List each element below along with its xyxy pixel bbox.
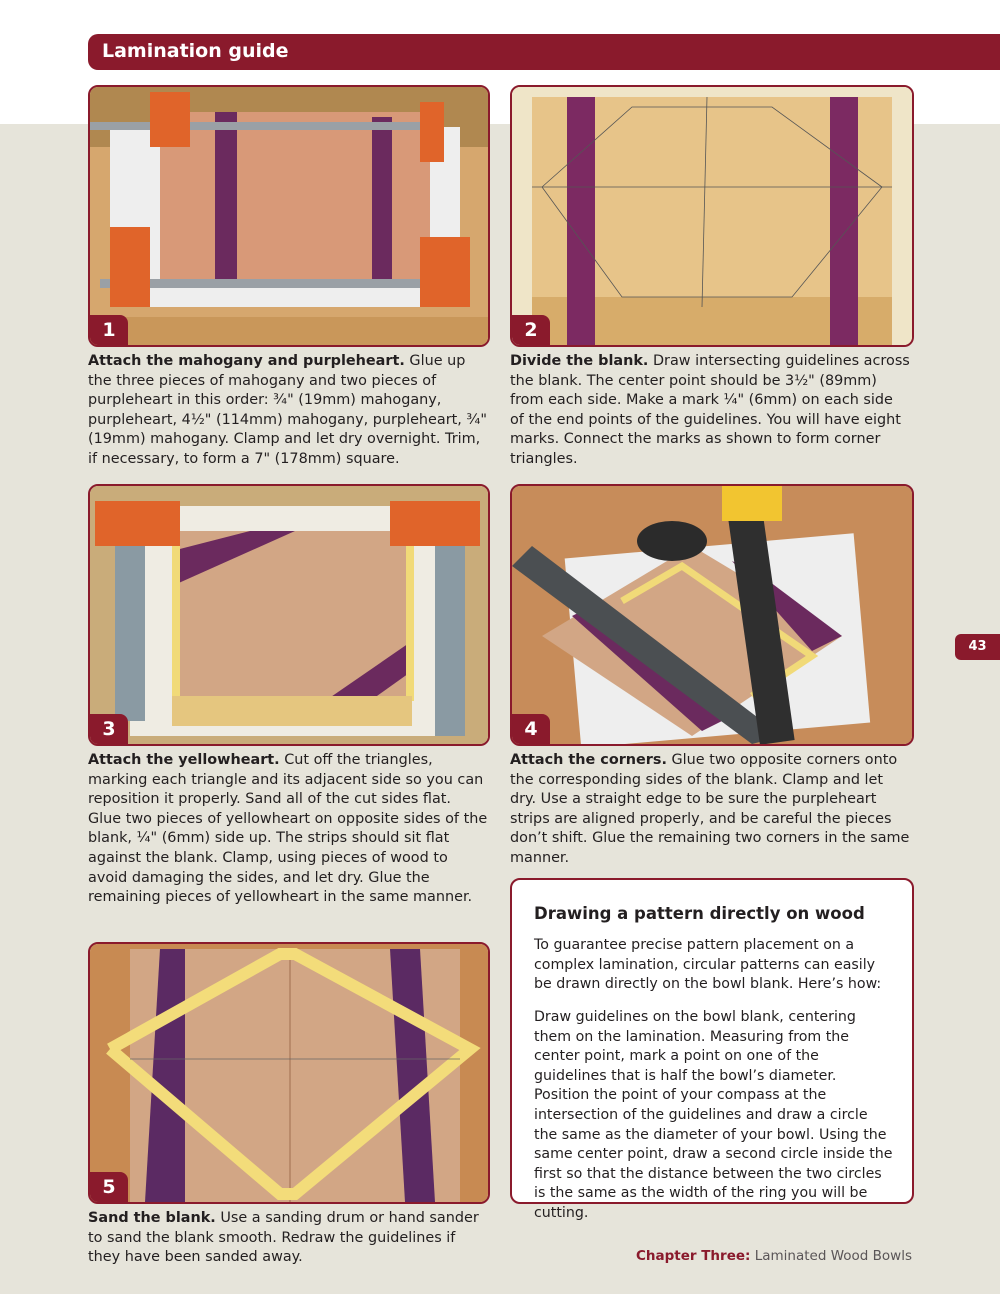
step-5-caption (88, 1209, 488, 1268)
step-2-text: Draw intersecting guidelines across the blank. The center point should be 3½" (89mm) from each side. Make a mark ¼" (6mm) on each side of the end points of the guidelines. You will have eight marks. Connect the marks as shown to form corner triangles. (510, 353, 910, 467)
step-4-title: Attach the corners. (510, 752, 667, 768)
section-header-bar (88, 34, 1000, 70)
sidebar-intro: To guarantee precise pattern placement on a complex lamination, circular patterns can easily be drawn directly on the bowl blank. Here’s how: (534, 937, 882, 993)
step-3-photo (88, 484, 490, 746)
step-5-text: Use a sanding drum or hand sander to sand the blank smooth. Redraw the guidelines if they have been sanded away. (88, 1210, 479, 1266)
step-2-title: Divide the blank. (510, 353, 649, 369)
step-4-photo (510, 484, 914, 746)
step-5-title: Sand the blank. (88, 1210, 216, 1226)
step-5-number: 5 (90, 1172, 128, 1202)
step-3-caption (88, 751, 488, 908)
step-1-caption (88, 352, 488, 470)
step-1-number: 1 (90, 315, 128, 345)
step-4-caption (510, 751, 910, 869)
step-3-text: Cut off the triangles, marking each triangle and its adjacent side so you can reposition it properly. Sand all of the cut sides flat. Glue two pieces of yellowheart on opposite sides of the blank, ¼" (6mm) side up. The strips should sit flat against the blank. Clamp, using pieces of wood to avoid damaging the sides, and let dry. Glue the remaining pieces of yellowheart in the same manner. (88, 752, 488, 906)
page-footer (636, 1248, 912, 1264)
step-1-photo (88, 85, 490, 347)
step-3-title: Attach the yellowheart. (88, 752, 280, 768)
step-2-caption (510, 352, 910, 470)
footer-title: Laminated Wood Bowls (754, 1248, 912, 1264)
section-title: Lamination guide (102, 40, 289, 62)
step-5-photo (88, 942, 490, 1204)
page-number-tab: 43 (955, 634, 1000, 660)
sidebar-title: Drawing a pattern directly on wood (534, 904, 865, 923)
step-2-photo (510, 85, 914, 347)
step-2-number: 2 (512, 315, 550, 345)
footer-chapter: Chapter Three: (635, 1248, 751, 1264)
step-4-text: Glue two opposite corners onto the corresponding sides of the blank. Clamp and let dry. Use a straight edge to be sure the purpleheart strips are aligned properly, and be careful the pieces don’t shift. Glue the remaining two corners in the same manner. (510, 752, 910, 866)
step-1-text: Glue up the three pieces of mahogany and two pieces of purpleheart in this order: ¾" (19mm) mahogany, purpleheart, 4½" (114mm) mahogany, purpleheart, ¾" (19mm) mahogany. Clamp and let dry overnight. Trim, if necessary, to form a 7" (178mm) square. (88, 353, 487, 467)
tip-sidebar (510, 878, 914, 1221)
step-4-number: 4 (512, 714, 550, 744)
step-1-title: Attach the mahogany and purpleheart. (88, 353, 405, 369)
step-3-number: 3 (90, 714, 128, 744)
sidebar-instructions: Draw guidelines on the bowl blank, centering them on the lamination. Measuring from the center point, mark a point on one of the guidelines that is half the bowl’s diameter. Position the point of your compass at the intersection of the guidelines and draw a circle the same as the diameter of your bowl. Using the same center point, draw a second circle inside the first so that the distance between the two circles is the same as the width of the ring you will be cutting. (534, 1009, 893, 1221)
